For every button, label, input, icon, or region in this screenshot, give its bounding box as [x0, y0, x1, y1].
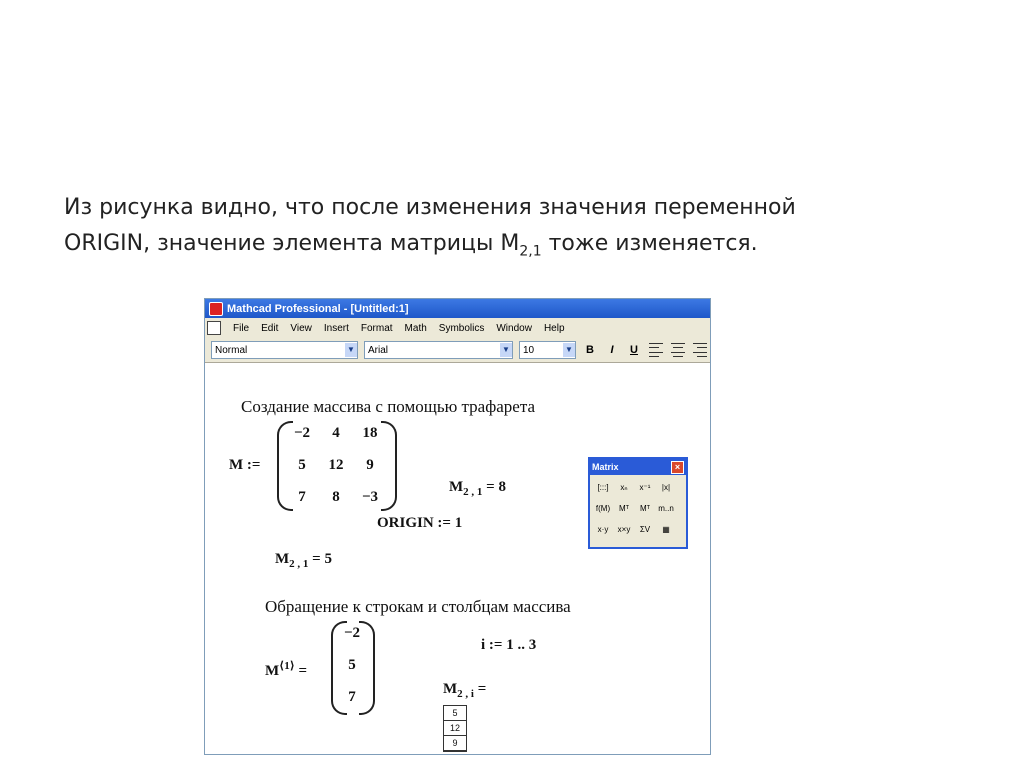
bold-button[interactable]: B: [586, 344, 594, 356]
cross-product-button[interactable]: x×y: [617, 525, 631, 534]
determinant-button[interactable]: |x|: [661, 483, 671, 492]
vector-sum-button[interactable]: ΣV: [639, 525, 651, 534]
menu-file[interactable]: File: [233, 322, 250, 334]
heading-rows-columns: Обращение к строкам и столбцам массива: [265, 597, 571, 616]
align-right-icon[interactable]: [692, 342, 708, 358]
chevron-down-icon: ▼: [563, 343, 575, 357]
m2i-result-label: $M_{2 , i}$ =: [443, 681, 487, 700]
slide-caption: [64, 190, 1004, 269]
style-select[interactable]: Normal ▼: [211, 341, 358, 359]
matrix-cell: 4: [332, 425, 340, 441]
palette-title-bar[interactable]: Matrix ×: [590, 459, 686, 475]
menu-insert[interactable]: Insert: [323, 322, 349, 334]
align-center-icon[interactable]: [670, 342, 686, 358]
title-bar: [205, 299, 710, 318]
menu-math[interactable]: Math: [404, 322, 427, 334]
range-variable: i := 1 .. 3: [481, 637, 537, 653]
matrix-cell: −3: [361, 489, 379, 505]
font-size-select[interactable]: 10 ▼: [519, 341, 576, 359]
caption-line-2: ORIGIN, значение элемента матрицы $M_{2,1}$ тоже изменяется.: [64, 231, 758, 260]
document-icon[interactable]: [207, 321, 221, 335]
close-icon[interactable]: ×: [671, 461, 684, 474]
column-cell: 7: [348, 689, 356, 705]
window-title: Mathcad Professional - [Untitled:1]: [227, 302, 409, 315]
matrix-definition-label: M :=: [229, 457, 261, 473]
picture-button[interactable]: ▦: [662, 525, 670, 534]
menu-window[interactable]: Window: [496, 322, 532, 334]
subscript-button[interactable]: xₙ: [620, 483, 628, 492]
menu-edit[interactable]: Edit: [261, 322, 279, 334]
m21-result-after: $M_{2 , 1} = 5$: [275, 551, 332, 570]
transpose-button[interactable]: Mᵀ: [639, 504, 651, 513]
chevron-down-icon: ▼: [345, 343, 357, 357]
matrix-cell: 5: [298, 457, 306, 473]
worksheet[interactable]: [205, 363, 710, 754]
table-row: 5: [444, 706, 466, 721]
range-button[interactable]: m..n: [658, 504, 674, 513]
italic-button[interactable]: I: [610, 344, 614, 356]
table-row: 9: [444, 736, 466, 751]
chevron-down-icon: ▼: [500, 343, 512, 357]
insert-matrix-button[interactable]: [:::]: [597, 483, 609, 492]
m21-result-before: $M_{2 , 1} = 8$: [449, 479, 506, 498]
mathcad-window: [204, 298, 711, 755]
matrix-cell: 18: [362, 425, 378, 441]
column-cell: −2: [343, 625, 361, 641]
matrix-cell: 7: [298, 489, 306, 505]
matrix-cell: 12: [328, 457, 344, 473]
heading-create-array: Создание массива с помощью трафарета: [241, 397, 535, 416]
matrix-cell: 8: [332, 489, 340, 505]
dot-product-button[interactable]: x·y: [597, 525, 609, 534]
origin-assignment: ORIGIN := 1: [377, 515, 463, 531]
matrix-cell: 9: [366, 457, 374, 473]
matrix-palette: [588, 457, 688, 549]
font-select[interactable]: Arial ▼: [364, 341, 513, 359]
palette-buttons: [590, 475, 686, 543]
align-left-icon[interactable]: [648, 342, 664, 358]
mathcad-app-icon: [209, 302, 223, 316]
column-button[interactable]: Mᵀ: [618, 504, 630, 513]
underline-button[interactable]: U: [630, 344, 638, 356]
menu-help[interactable]: Help: [543, 322, 565, 334]
menu-view[interactable]: View: [290, 322, 312, 334]
caption-line-1: Из рисунка видно, что после изменения значения переменной: [64, 195, 796, 220]
menu-bar: [205, 318, 710, 338]
result-table: [443, 705, 467, 752]
formatting-toolbar: [205, 338, 710, 363]
menu-symbolics[interactable]: Symbolics: [438, 322, 485, 334]
vectorize-button[interactable]: f(M): [595, 504, 611, 513]
menu-format[interactable]: Format: [360, 322, 393, 334]
column-extraction-label: $M^{⟨1⟩}$ =: [265, 660, 308, 679]
table-row: 12: [444, 721, 466, 736]
column-cell: 5: [348, 657, 356, 673]
matrix-cell: −2: [293, 425, 311, 441]
inverse-button[interactable]: x⁻¹: [639, 483, 651, 492]
